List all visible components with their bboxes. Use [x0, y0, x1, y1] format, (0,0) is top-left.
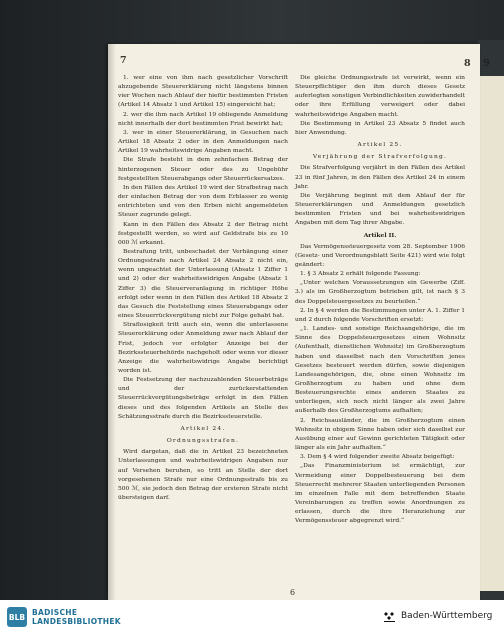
- paragraph: Die Strafverfolgung verjährt in den Fällen des Artikel 23 in fünf Jahren, in den Fällen des Artikel 24 in einem Jahr.: [295, 164, 465, 190]
- paragraph: Die Bestimmung in Artikel 23 Absatz 5 findet auch hier Anwendung.: [295, 119, 465, 136]
- paragraph: Artikel II.: [363, 231, 397, 239]
- partner-name[interactable]: Baden-Württemberg: [401, 611, 493, 621]
- paragraph: Wird dargetan, daß die in Artikel 23 bezeichneten Unterlassungen und wahrheitswidrigen Angaben nur auf Versehen beruhen, so tritt an Stelle der dort vorgesehenen Strafe nur eine Ordnungsstrafe bis zu 500 ℳ, sie jedoch den Betrag der ersteren Strafe nicht übersteigen darf.: [118, 448, 288, 502]
- paragraph: 1. § 3 Absatz 2 erhält folgende Fassung:: [300, 270, 421, 278]
- library-name[interactable]: [32, 608, 121, 626]
- paragraph: 2. wer die ihm nach Artikel 19 obliegende Anmeldung nicht innerhalb der dort bestimmten Frist bewirkt hat;: [118, 110, 288, 127]
- lion-emblem-icon: [383, 611, 396, 623]
- paragraph: Die Verjährung beginnt mit dem Ablauf der für Steuererklärungen und Anmeldungen gesetzlich bestimmten Fristen und bei wahrheitswidrigen Angaben mit dem Tag ihrer Abgabe.: [295, 191, 465, 227]
- footer-bar: [0, 600, 504, 635]
- page-number-right: 8: [464, 58, 471, 69]
- paragraph: 2. Reichsausländer, die im Großherzogtum einen Wohnsitz in obigem Sinne haben oder sich daselbst zur Ausübung einer auf Gewinn gerichteten Tätigkeit oder länger als ein Jahr aufhalten.“: [295, 416, 465, 452]
- paragraph: Artikel 25.: [357, 141, 403, 149]
- paragraph: 3. wer in einer Steuererklärung, in Gesuchen nach Artikel 18 Absatz 2 oder in den Anmeldungen nach Artikel 19 wahrheitswidrige Angaben macht.: [118, 128, 288, 155]
- paragraph: Straflosigkeit tritt auch ein, wenn die unterlassene Steuererklärung oder Anmeldung zwar nach Ablauf der Frist, jedoch vor erfolgter Anzeige bei der Bezirkssteuerbehörde nachgeholt oder wenn vor dieser Anzeige die wahrheitswidrige Angabe berichtigt worden ist.: [118, 321, 288, 374]
- next-page-strip: [478, 76, 504, 591]
- blb-logo[interactable]: BLB: [7, 607, 27, 627]
- paragraph: Ordnungsstrafen.: [166, 437, 240, 445]
- paragraph: „Das Finanzministerium ist ermächtigt, zur Vermeidung einer Doppelbesteuerung bei dem Steuerrecht mehrerer Staaten unterliegenden Personen im einzelnen Falle mit dem betreffenden Staate Vereinbarungen zu treffen sowie Anordnungen zu erlassen, durch die ihre Heranziehung zur Vermögenssteuer abgegrenzt wird.“: [295, 462, 465, 525]
- paragraph: 3. Dem § 4 wird folgender zweite Absatz beigefügt:: [300, 453, 455, 461]
- paragraph: In den Fällen des Artikel 19 wird der Strafbetrag nach der einfachen Betrag der von dem Erblasser zu wenig entrichteten und von den Erben nicht angemeldeten Steuer zugrunde gelegt.: [118, 183, 288, 219]
- paragraph: 2. In § 4 werden die Bestimmungen unter A. 1. Ziffer 1 und 2 durch folgende Vorschriften ersetzt:: [295, 306, 465, 323]
- document-page: [108, 44, 480, 600]
- library-name-line2: LANDESBIBLIOTHEK: [32, 617, 121, 626]
- paragraph: Kann in den Fällen des Absatz 2 der Betrag nicht festgestellt werden, so wird auf Geldstrafe bis zu 10 000 ℳ erkannt.: [118, 220, 288, 246]
- paragraph: Die gleiche Ordnungsstrafe ist verwirkt, wenn ein Steuerpflichtiger den ihm durch dieses Gesetz auferlegten sonstigen Verbindlichkeiten zuwiderhandelt oder ihre Erfüllung verweigert oder dabei wahrheitswidrige Angaben macht.: [295, 74, 465, 118]
- paragraph: „Unter welchen Voraussetzungen ein Gewerbe (Ziff. 3.) als im Großherzogtum betrieben gilt, ist nach § 3 des Doppelsteuergesetzes zu beurteilen.“: [295, 279, 465, 305]
- paragraph: Verjährung der Strafverfolgung.: [312, 153, 448, 161]
- paragraph: Das Vermögenssteuergesetz vom 28. September 1906 (Gesetz- und Verordnungsblatt Seite 421) wird wie folgt geändert:: [295, 242, 465, 268]
- paragraph: Die Strafe besteht in dem zehnfachen Betrag der hinterzogenen Steuer oder des zu Ungebühr festgestellten Steuerabgangs oder Steuerrückersatzes.: [118, 156, 288, 182]
- next-page-edge: [478, 40, 504, 600]
- paragraph: Die Festsetzung der nachzuzahlenden Steuerbeträge und der zurückerstattenden Steuerrückvergütungsbeträge erfolgt in den Fällen dieses und des folgenden Artikels an Stelle des Schätzungsstrafe durch die Bezirkssteuerstelle.: [118, 376, 288, 420]
- page-number-left: 7: [120, 55, 127, 66]
- paragraph: „1. Landes- und sonstige Reichsangehörige, die im Sinne des Doppelsteuergesetzes einen Wohnsitz (Aufenthalt, dienstlichen Wohnsitz) im Großherzogtum haben und dasselbst nach den Vorschriften jenes Gesetzes besteuert werden dürfen, sowie diejenigen Landesangehörigen, die, ohne einen Wohnsitz im Großherzogtum zu haben und ohne dem Besteuerungsrechte eines anderen Staates zu unterliegen, sich noch nicht länger als zwei Jahre außerhalb des Großherzogtums aufhalten;: [295, 325, 465, 415]
- paragraph: Bestrafung tritt, unbeschadet der Verhängung einer Ordnungsstrafe nach Artikel 24 Absatz 2 nicht ein, wenn ungeachtet der Unterlassung (Absatz 1 Ziffer 1 und 2) oder der wahrheitswidrigen Angabe (Absatz 1 Ziffer 3) die Steuerveranlagung in richtiger Höhe erfolgt oder wenn in den Fällen des Artikel 18 Absatz 2 das Gesuch die Feststellung eines Steuerabgangs oder eines Steuerrückvergütung nicht zur Folge gehabt hat.: [118, 247, 288, 320]
- paragraph: Artikel 24.: [180, 424, 226, 432]
- paragraph: 1. wer eine von ihm nach gesetzlicher Vorschrift abzugebende Steuererklärung nicht längstens binnen vier Wochen nach Ablauf der hiefür bestimmten Fristen (Artikel 14 Absatz 1 und Artikel 15) eingereicht hat;: [118, 74, 288, 109]
- page-number-bottom: 6: [290, 588, 296, 597]
- text-column-left: [118, 73, 288, 502]
- library-name-line1: BADISCHE: [32, 608, 78, 617]
- text-column-right: [295, 73, 465, 526]
- next-page-number: 9: [483, 58, 490, 69]
